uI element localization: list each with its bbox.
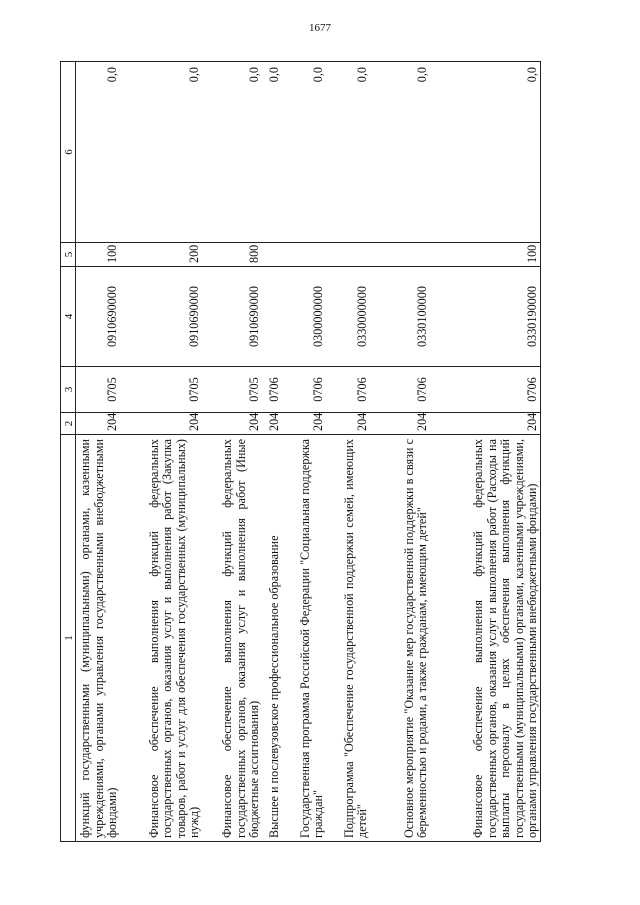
- table-row: [430, 62, 541, 842]
- row-code-4: [262, 267, 282, 367]
- row-value: 0,0: [202, 62, 262, 243]
- row-value: 0,0: [282, 62, 326, 243]
- row-code-5: 200: [120, 243, 202, 267]
- row-code-4: 0910690000: [202, 267, 262, 367]
- row-code-4: 0910690000: [76, 267, 121, 367]
- row-code-3: 0706: [326, 367, 370, 413]
- row-code-2: 204: [282, 413, 326, 435]
- row-name: Основное мероприятие "Оказание мер государственной поддержки в связи с беременностью и родами, а также гражданам, имеющим детей": [370, 435, 430, 842]
- row-code-2: 204: [202, 413, 262, 435]
- row-code-4: 0330000000: [326, 267, 370, 367]
- row-code-3: 0705: [76, 367, 121, 413]
- table-row: [76, 62, 121, 842]
- row-code-2: 204: [120, 413, 202, 435]
- row-value: 0,0: [76, 62, 121, 243]
- row-code-2: 204: [370, 413, 430, 435]
- row-code-2: 204: [262, 413, 282, 435]
- row-name: Финансовое обеспечение выполнения функций федеральных государственных органов, оказания услуг и выполнения работ (Иные бюджетные ассигнования): [202, 435, 262, 842]
- column-header: 4: [61, 267, 76, 367]
- row-code-5: [282, 243, 326, 267]
- row-code-5: [326, 243, 370, 267]
- page-number: 1677: [309, 22, 331, 34]
- table-row: [326, 62, 370, 842]
- row-value: 0,0: [262, 62, 282, 243]
- row-code-3: 0706: [282, 367, 326, 413]
- row-code-2: 204: [430, 413, 541, 435]
- row-value: 0,0: [326, 62, 370, 243]
- column-header: 3: [61, 367, 76, 413]
- column-header: 6: [61, 62, 76, 243]
- row-value: 0,0: [430, 62, 541, 243]
- table-row: [262, 62, 282, 842]
- table-row: [120, 62, 202, 842]
- row-value: 0,0: [370, 62, 430, 243]
- row-code-5: [370, 243, 430, 267]
- row-code-2: 204: [326, 413, 370, 435]
- column-header: 1: [61, 435, 76, 842]
- row-code-3: 0706: [370, 367, 430, 413]
- row-code-3: 0705: [120, 367, 202, 413]
- row-value: 0,0: [120, 62, 202, 243]
- row-code-5: 100: [430, 243, 541, 267]
- row-name: Высшее и послевузовское профессиональное образование: [262, 435, 282, 842]
- rotated-table-wrapper: [60, 62, 580, 842]
- row-code-5: 800: [202, 243, 262, 267]
- row-code-4: 0330100000: [370, 267, 430, 367]
- row-code-5: [262, 243, 282, 267]
- column-header: 5: [61, 243, 76, 267]
- row-code-4: 0330190000: [430, 267, 541, 367]
- row-name: Государственная программа Российской Федерации "Социальная поддержка граждан": [282, 435, 326, 842]
- row-code-3: 0705: [202, 367, 262, 413]
- row-code-5: 100: [76, 243, 121, 267]
- row-code-3: 0706: [262, 367, 282, 413]
- row-code-4: 0300000000: [282, 267, 326, 367]
- row-name: функций государственными (муниципальными) органами, казенными учреждениями, органами управления государственными внебюджетными фондами): [76, 435, 121, 842]
- table-row: [370, 62, 430, 842]
- table-row: [282, 62, 326, 842]
- row-name: Финансовое обеспечение выполнения функций федеральных государственных органов, оказания услуг и выполнения работ (Расходы на выплаты персоналу в целях обеспечения выполнения функций государственными (муниципальными) органами, казенными учреждениями, органами управления государственными внебюджетными фондами): [430, 435, 541, 842]
- row-name: Подпрограмма "Обеспечение государственной поддержки семей, имеющих детей": [326, 435, 370, 842]
- table-row: [202, 62, 262, 842]
- row-name: Финансовое обеспечение выполнения функций федеральных государственных органов, оказания услуг и выполнения работ (Закупка товаров, работ и услуг для обеспечения государственных (муниципальных) нужд): [120, 435, 202, 842]
- row-code-3: 0706: [430, 367, 541, 413]
- column-header: 2: [61, 413, 76, 435]
- row-code-4: 0910690000: [120, 267, 202, 367]
- budget-table: [60, 61, 541, 842]
- header-row: [61, 62, 76, 842]
- row-code-2: 204: [76, 413, 121, 435]
